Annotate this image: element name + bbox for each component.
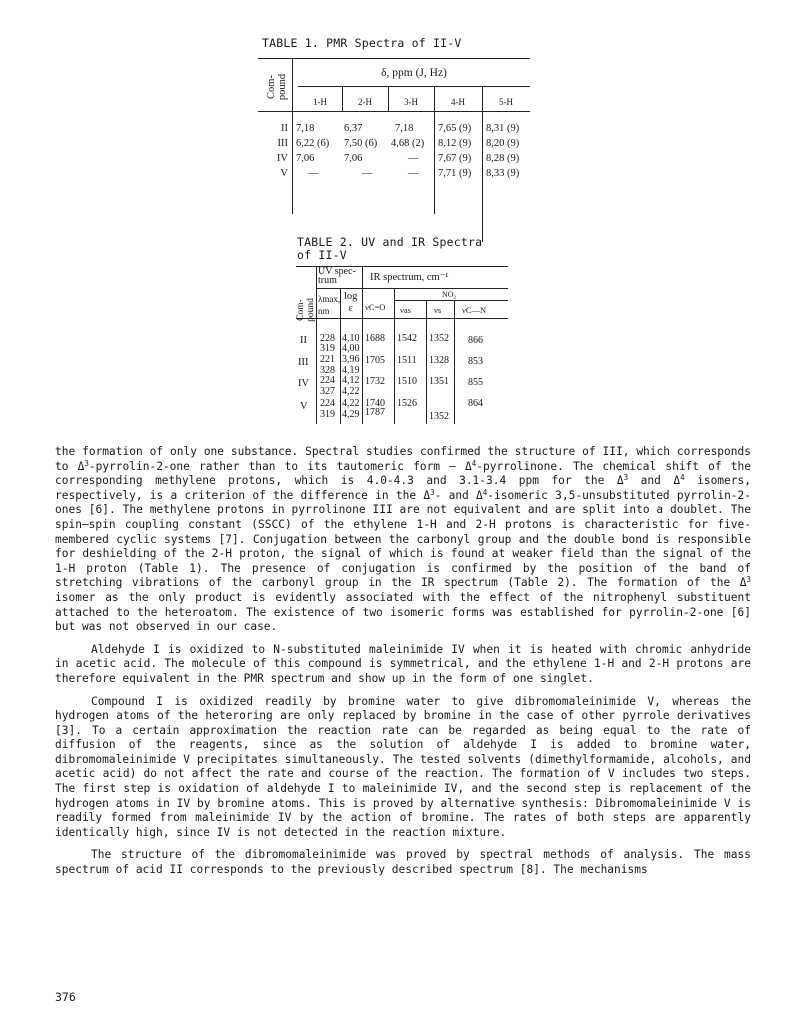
table2-cell: 1740: [365, 398, 385, 409]
table2-uv-header: UV spec- trum: [318, 266, 356, 286]
table2-cell: 1351: [429, 376, 449, 387]
table1-group-header: δ, ppm (J, Hz): [381, 67, 447, 79]
table2-caption-line: TABLE 2. UV and IR Spectra: [297, 235, 483, 249]
table2-row-label: V: [300, 401, 308, 412]
table2-cell: 1352: [429, 333, 449, 344]
table1-cell: 6,22 (6): [296, 138, 330, 149]
table1-stub-header: Com- pound: [266, 73, 288, 101]
table1-column-header: 2-H: [358, 97, 372, 107]
superscript: 3: [746, 575, 751, 585]
table2-row-label: II: [300, 335, 307, 346]
table2-nu-co-header: νC=O: [365, 302, 386, 312]
table2-cell: 4,12: [342, 375, 360, 386]
table1-column-header: 3-H: [404, 97, 418, 107]
table1-cell: —: [408, 168, 419, 179]
table1-header-rule: [258, 111, 530, 112]
table1-cell: 6,37: [344, 123, 363, 134]
text-run: - and Δ: [434, 488, 483, 502]
table2-lambda-header: λmax, nm: [318, 294, 341, 316]
text-run: -pyrrolin-2-one rather than to its tautomeric form — Δ: [88, 459, 472, 473]
table2-header-rule: [296, 318, 508, 319]
table2-cell: 1352: [429, 411, 449, 422]
table1-stub-divider: [292, 58, 293, 214]
table2-ir-header: IR spectrum, cm⁻¹: [370, 272, 449, 283]
table2-cell: 328: [320, 365, 335, 376]
table2-col-divider: [426, 300, 427, 424]
table2-cell: 1511: [397, 355, 417, 366]
table2-cell: 221: [320, 354, 335, 365]
superscript: 4: [471, 458, 477, 468]
table2-stub-divider: [316, 266, 317, 424]
superscript: 3: [84, 458, 89, 468]
table2-cell: 4,22: [342, 398, 360, 409]
table2-cell: 319: [320, 409, 335, 420]
text-run: -pyrrolinone. The chemical shift of the corresponding methylene protons, which is 4.0-4.3 and 3.1-3.4 ppm for the Δ: [55, 459, 751, 488]
table2-nu-s-header: νs: [434, 305, 442, 315]
superscript: 4: [680, 473, 685, 483]
superscript: 4: [482, 487, 488, 497]
table1-cell: 7,65 (9): [438, 123, 472, 134]
table2-cell: 1787: [365, 407, 385, 418]
table1-cell: 8,12 (9): [438, 138, 472, 149]
table2-cell: 4,10: [342, 333, 360, 344]
table2-cell: 1510: [397, 376, 417, 387]
table1-cell: 8,20 (9): [486, 138, 520, 149]
table2-cell: 224: [320, 375, 335, 386]
table2-caption-line: of II-V: [297, 248, 347, 262]
table1-cell: 8,28 (9): [486, 153, 520, 164]
table1-cell: 7,06: [344, 153, 363, 164]
table1-group-rule: [298, 86, 530, 87]
table2-col-divider: [454, 300, 455, 424]
table2-cell: 228: [320, 333, 335, 344]
table2-cell: 1526: [397, 398, 417, 409]
table1-row-label: V: [280, 168, 288, 179]
table2-row-label: III: [298, 357, 309, 368]
table2-cell: 3,96: [342, 354, 360, 365]
table2-cell: 4,00: [342, 343, 360, 354]
superscript: 3: [430, 487, 435, 497]
table1-col-divider: [482, 86, 483, 242]
table1-cell: 7,18: [395, 123, 414, 134]
table1-cell: 7,06: [296, 153, 315, 164]
table2-caption: [297, 236, 482, 262]
table2-stub-header: Com- pound: [296, 298, 316, 322]
table2-cell: 1328: [429, 355, 449, 366]
text-run: the formation of only one substance. Spectral studies confirmed the structure of III, which corresponds to Δ: [55, 445, 751, 473]
table2-cell: 327: [320, 386, 335, 397]
table1-row-label: III: [277, 138, 288, 149]
text-run: -isomeric 3,5-unsubstituted pyrrolin-2-ones [6]. The methylene protons in pyrrolinone III are not equivalent and are split into a doublet. The spin—spin coupling constant (SSCC) of the ethylene 1-H and 2-H protons is characteristic for five-membered cyclic systems [7]. Conjugation between the carbonyl group and the double bond is responsible for deshielding of the 2-H proton, the signal of which is found at weaker field than the signal of the 1-H proton (Table 1). The presence of conjugation is confirmed by the position of the band of stretching vibrations of the carbonyl group in the IR spectrum (Table 2). The formation of the Δ: [55, 488, 752, 590]
table2-cell: 4,19: [342, 365, 360, 376]
table2-cell: 1732: [365, 376, 385, 387]
table2-cell: 866: [468, 335, 483, 346]
table2-cell: 319: [320, 343, 335, 354]
table1-column-header: 1-H: [313, 97, 327, 107]
table2-cell: 864: [468, 398, 483, 409]
table2-cell: 1705: [365, 355, 385, 366]
paragraph: Aldehyde I is oxidized to N-substituted maleinimide IV when it is heated with chromic anhydride in acetic acid. The molecule of this compound is symmetrical, and the ethylene 1-H and 2-H protons are therefore equivalent in the PMR spectrum and show up in the form of one singlet.: [55, 642, 751, 685]
table2-subheader-rule: [316, 288, 508, 289]
table1-column-header: 5-H: [499, 97, 513, 107]
table2-cell: 855: [468, 377, 483, 388]
text-run: isomers, respectively, is a criterion of the difference in the Δ: [55, 474, 751, 502]
table1: [258, 58, 530, 214]
body-text: [55, 445, 751, 886]
table1-row-label: II: [281, 123, 288, 134]
table2-col-divider: [394, 288, 395, 424]
table2-row-label: IV: [298, 378, 310, 389]
table2: [296, 266, 508, 424]
table2-nu-as-header: νas: [400, 305, 411, 315]
table1-cell: —: [308, 168, 319, 179]
table1-top-rule: [258, 58, 530, 59]
table1-column-header: 4-H: [451, 97, 465, 107]
table1-cell: —: [362, 168, 373, 179]
table1-caption: TABLE 1. PMR Spectra of II-V: [262, 36, 462, 50]
table2-cell: 4,29: [342, 409, 360, 420]
table2-cell: 1688: [365, 333, 385, 344]
table2-cell: 224: [320, 398, 335, 409]
table1-row-label: IV: [276, 153, 288, 164]
table1-cell: 4,68 (2): [391, 138, 425, 149]
superscript: 3: [623, 473, 629, 483]
table1-cell: 7,67 (9): [438, 153, 472, 164]
text-run: isomer as the only product is evidently associated with the effect of the nitrophenyl substituent attached to the heteroatom. The existence of two isomeric forms was established for pyrrolin-2-one [6] but was not observed in our case.: [55, 590, 751, 634]
text-run: and Δ: [628, 474, 681, 488]
table1-cell: —: [408, 153, 419, 164]
paragraph: The structure of the dibromomaleinimide was proved by spectral methods of analysis. The mass spectrum of acid II corresponds to the previously described spectrum [8]. The mechanisms: [55, 848, 751, 877]
paragraph: [55, 445, 751, 635]
paragraph: Compound I is oxidized readily by bromine water to give dibromomaleinimide V, whereas the hydrogen atoms of the heteroring are only replaced by bromine in the case of other pyrrole derivatives [3]. To a certain approximation the reaction rate can be regarded as being equal to the rate of diffusion of the reagents, since as the solution of aldehyde I is added to bromine water, dibromomaleinimide V precipitates simultaneously. The tested solvents (dimethylformamide, alcohols, and acetic acid) do not affect the rate and course of the reaction. The formation of V includes two steps. The first step is oxidation of aldehyde I to maleinimide IV, and the second step is replacement of the hydrogen atoms in IV by bromine atoms. This is proved by alternative synthesis: Dibromomaleinimide V is readily formed from maleinimide IV by the action of bromine. The rates of both steps are apparently identically high, since IV is not detected in the reaction mixture.: [55, 694, 751, 839]
page-number: 376: [55, 990, 76, 1004]
table2-no2-rule: [394, 300, 508, 301]
table2-col-divider: [340, 288, 341, 424]
table1-cell: 8,31 (9): [486, 123, 520, 134]
table1-cell: 8,33 (9): [486, 168, 520, 179]
table2-nu-cn-header: νC—N: [462, 305, 487, 315]
table1-cell: 7,50 (6): [344, 138, 378, 149]
table2-cell: 853: [468, 356, 483, 367]
table1-cell: 7,71 (9): [438, 168, 472, 179]
table2-log-header: log ε: [344, 291, 358, 314]
table2-col-divider: [362, 266, 363, 424]
table2-cell: 1542: [397, 333, 417, 344]
table2-cell: 4,22: [342, 386, 360, 397]
table2-no2-header: NO₂: [442, 290, 457, 299]
table1-cell: 7,18: [296, 123, 315, 134]
